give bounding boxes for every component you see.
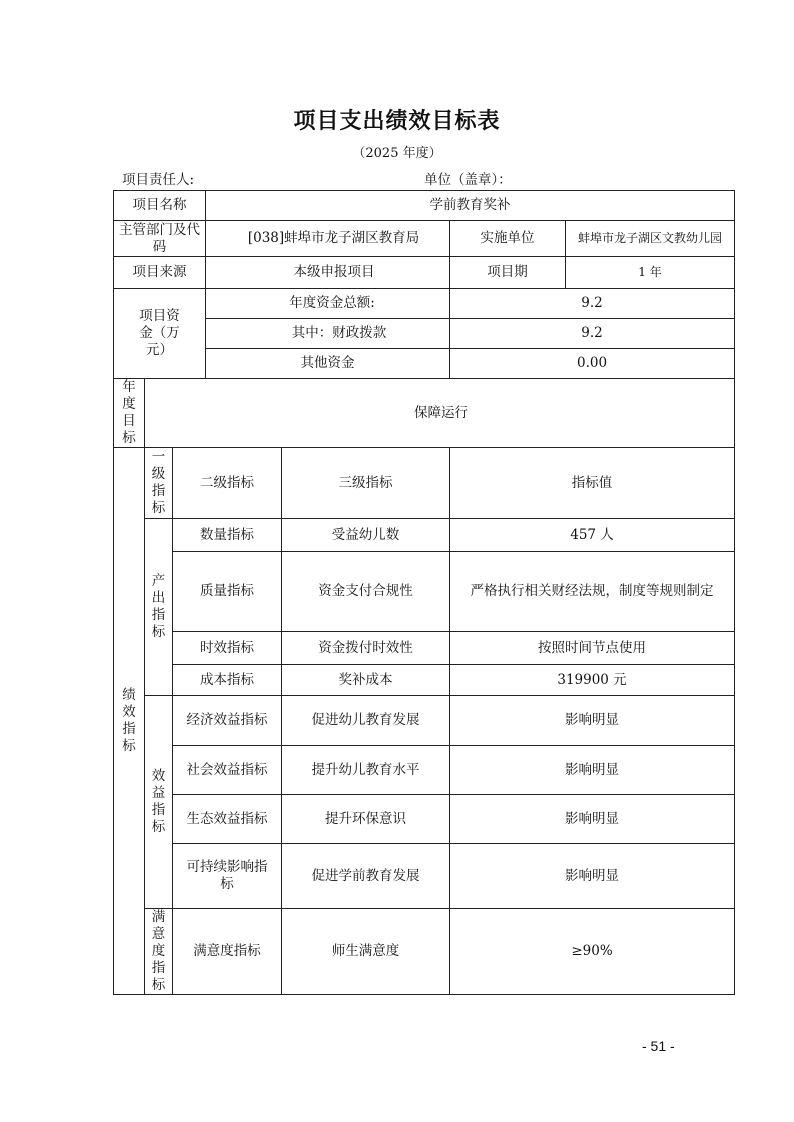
value-cell: 457 人	[450, 519, 735, 552]
unit-label: 单位（盖章）：	[424, 172, 512, 188]
level3-cell: 提升环保意识	[282, 795, 450, 844]
table-row	[114, 289, 735, 319]
table-row	[114, 746, 735, 795]
header-value: 指标值	[450, 448, 735, 519]
level3-cell: 促进幼儿教育发展	[282, 696, 450, 746]
funds-label: 项目资金（万元）	[114, 289, 206, 379]
perf-label: 绩效指标	[114, 448, 145, 995]
other-value: 0.00	[450, 349, 735, 379]
total-value: 9.2	[450, 289, 735, 319]
period-cell	[450, 257, 735, 289]
performance-table	[113, 190, 735, 995]
benefit-label: 效益指标	[145, 696, 173, 909]
level3-cell: 促进学前教育发展	[282, 844, 450, 909]
level3-cell: 资金拨付时效性	[282, 632, 450, 665]
level2-cell: 社会效益指标	[173, 746, 282, 795]
level3-cell: 提升幼儿教育水平	[282, 746, 450, 795]
level2-cell: 时效指标	[173, 632, 282, 665]
table-row	[114, 221, 735, 257]
value-cell: 影响明显	[450, 746, 735, 795]
table-row	[114, 552, 735, 632]
table-row	[114, 844, 735, 909]
level2-cell: 经济效益指标	[173, 696, 282, 746]
impl-cell	[450, 221, 735, 257]
fiscal-label: 其中：财政拨款	[206, 319, 450, 349]
level2-cell: 满意度指标	[173, 909, 282, 995]
level3-cell: 奖补成本	[282, 665, 450, 696]
source-label: 项目来源	[114, 257, 206, 289]
project-name-value: 学前教育奖补	[206, 191, 735, 221]
output-label: 产出指标	[145, 519, 173, 696]
level3-cell: 师生满意度	[282, 909, 450, 995]
header-level2: 二级指标	[173, 448, 282, 519]
table-row	[114, 696, 735, 746]
other-label: 其他资金	[206, 349, 450, 379]
level2-cell: 数量指标	[173, 519, 282, 552]
level2-cell: 可持续影响指标	[173, 844, 282, 909]
impl-label: 实施单位	[450, 221, 566, 256]
table-row	[114, 191, 735, 221]
table-row	[114, 257, 735, 289]
table-row	[114, 379, 735, 448]
period-label: 项目期	[450, 257, 566, 288]
value-cell: ≥90%	[450, 909, 735, 995]
value-cell: 影响明显	[450, 795, 735, 844]
project-name-label: 项目名称	[114, 191, 206, 221]
level2-cell: 生态效益指标	[173, 795, 282, 844]
responsible-label: 项目责任人:	[122, 172, 195, 188]
level2-cell: 成本指标	[173, 665, 282, 696]
value-cell: 319900 元	[450, 665, 735, 696]
dept-label: 主管部门及代码	[114, 221, 206, 257]
goal-text: 保障运行	[145, 379, 735, 448]
table-row	[114, 909, 735, 995]
source-value: 本级申报项目	[206, 257, 450, 289]
satisfaction-label: 满意度指标	[145, 909, 173, 995]
page-title: 项目支出绩效目标表	[293, 108, 501, 134]
value-cell: 影响明显	[450, 844, 735, 909]
header-level3: 三级指标	[282, 448, 450, 519]
value-cell: 按照时间节点使用	[450, 632, 735, 665]
table-row	[114, 795, 735, 844]
table-row	[114, 448, 735, 519]
table-row	[114, 319, 735, 349]
impl-value: 蚌埠市龙子湖区文教幼儿园	[578, 231, 723, 245]
table-row	[114, 349, 735, 379]
table-row	[114, 665, 735, 696]
page-number: - 51 -	[642, 1038, 675, 1054]
value-cell: 严格执行相关财经法规，制度等规则制定	[450, 552, 735, 632]
year-label: （2025 年度）	[352, 146, 442, 161]
dept-value: [038]蚌埠市龙子湖区教育局	[206, 221, 450, 257]
total-label: 年度资金总额:	[206, 289, 450, 319]
level3-cell: 受益幼儿数	[282, 519, 450, 552]
table-row	[114, 519, 735, 552]
goal-label: 年度目标	[114, 379, 145, 448]
value-cell: 影响明显	[450, 696, 735, 746]
table-row	[114, 632, 735, 665]
period-value: 1 年	[638, 265, 662, 279]
fiscal-value: 9.2	[450, 319, 735, 349]
header-level1: 一级指标	[145, 448, 173, 519]
level2-cell: 质量指标	[173, 552, 282, 632]
level3-cell: 资金支付合规性	[282, 552, 450, 632]
